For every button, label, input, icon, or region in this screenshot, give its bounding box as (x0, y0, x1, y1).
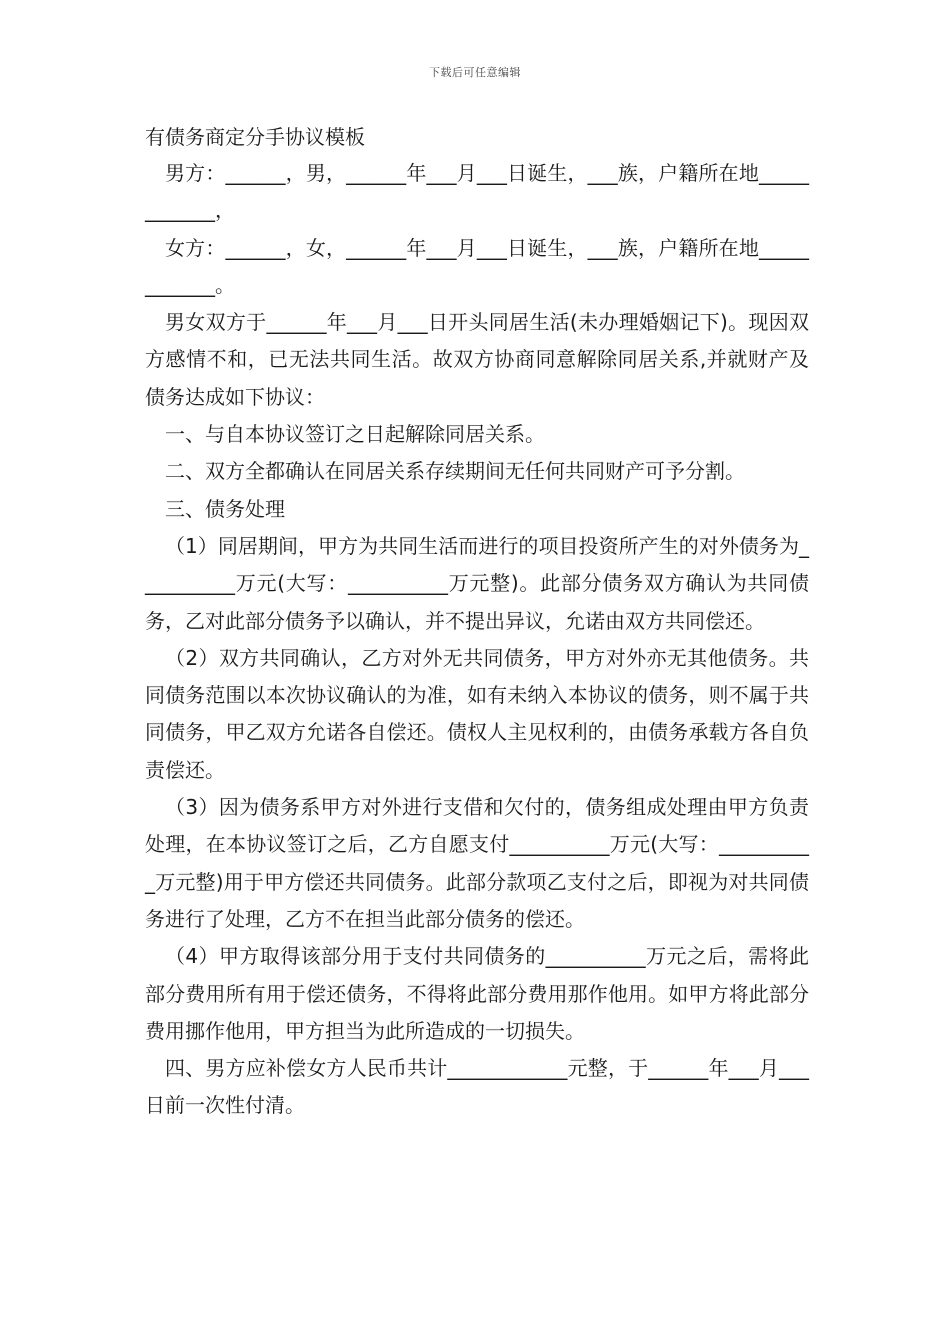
clause-3-item-4: （4）甲方取得该部分用于支付共同债务的__________万元之后，需将此部分费用所有用于偿还债务，不得将此部分费用那作他用。如甲方将此部分费用挪作他用，甲方担当为此所造成的一切损失。 (145, 944, 809, 1043)
paragraph-male-party: 男方：______，男，______年___月___日诞生，___族，户籍所在地____________， (145, 161, 809, 223)
document-body (145, 119, 809, 1125)
clause-3-item-2: （2）双方共同确认，乙方对外无共同债务，甲方对外亦无其他债务。共同债务范围以本次协议确认的为准，如有未纳入本协议的债务，则不属于共同债务，甲乙双方允诺各自偿还。债权人主见权利的，由债务承载方各自负责偿还。 (145, 645, 809, 782)
clause-1: 一、与自本协议签订之日起解除同居关系。 (165, 422, 545, 447)
clause-3-item-1: （1）同居期间，甲方为共同生活而进行的项目投资所产生的对外债务为__________万元(大写：__________万元整)。此部分债务双方确认为共同债务，乙对此部分债务予以确认，并不提出异议，允诺由双方共同偿还。 (145, 533, 809, 633)
document-title: 有债务商定分手协议模板 (145, 125, 365, 149)
clause-3-heading: 三、债务处理 (165, 496, 285, 521)
clause-2: 二、双方全都确认在同居关系存续期间无任何共同财产可予分割。 (165, 459, 745, 484)
paragraph-preamble: 男女双方于______年___月___日开头同居生活(未办理婚姻记下)。现因双方感情不和，已无法共同生活。故双方协商同意解除同居关系,并就财产及债务达成如下协议： (145, 310, 809, 409)
paragraph-female-party: 女方：______，女，______年___月___日诞生，___族，户籍所在地____________。 (145, 235, 809, 297)
clause-4: 四、男方应补偿女方人民币共计____________元整，于______年___月___日前一次性付清。 (145, 1056, 809, 1118)
page-header-note: 下载后可任意编辑 (429, 66, 521, 79)
clause-3-item-3: （3）因为债务系甲方对外进行支借和欠付的，债务组成处理由甲方负责处理，在本协议签订之后，乙方自愿支付__________万元(大写：__________万元整)用于甲方偿还共同债务。此部分款项乙支付之后，即视为对共同债务进行了处理，乙方不在担当此部分债务的偿还。 (145, 795, 809, 931)
